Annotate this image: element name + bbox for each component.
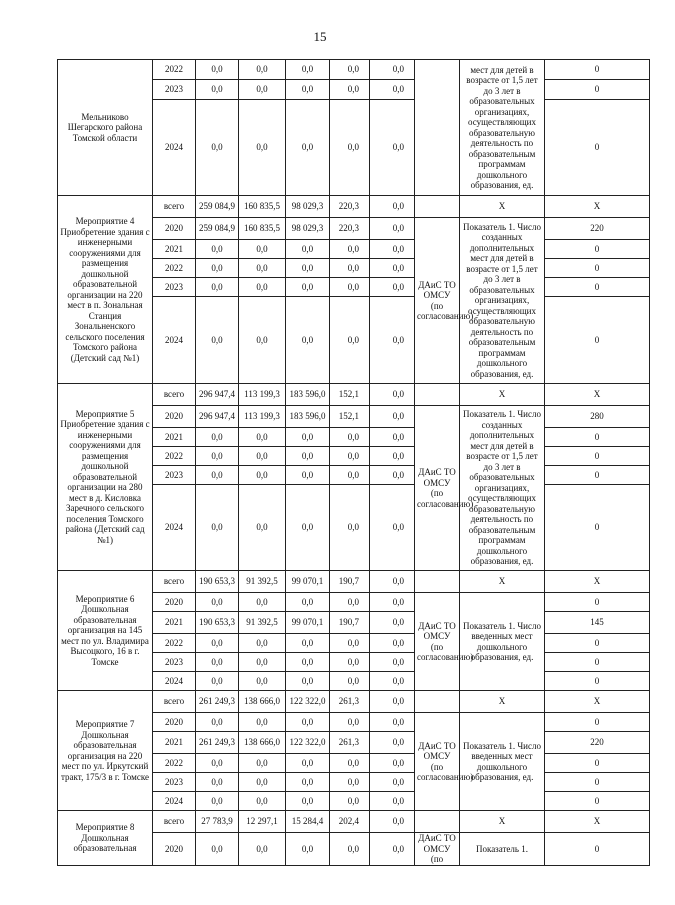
amount-cell: 0,0 — [286, 259, 330, 278]
year-cell: 2020 — [153, 406, 196, 428]
year-cell: 2023 — [153, 653, 196, 672]
measure-name-cell: Мероприятие 6 Дошкольная образовательная организация на 145 мест по ул. Владимира Высоцкого, 16 в г. Томске — [58, 571, 153, 691]
amount-cell: 0,0 — [239, 60, 286, 80]
year-cell: 2021 — [153, 732, 196, 754]
amount-cell: 0,0 — [370, 691, 415, 713]
amount-cell: 0,0 — [370, 447, 415, 466]
amount-cell: 0,0 — [370, 297, 415, 384]
amount-cell: 0,0 — [196, 672, 239, 691]
amount-cell: 0,0 — [196, 297, 239, 384]
amount-cell: 0,0 — [196, 240, 239, 259]
amount-cell: 152,1 — [330, 406, 370, 428]
amount-cell: 0,0 — [196, 653, 239, 672]
year-cell: 2022 — [153, 60, 196, 80]
indicator-value-cell: 0 — [545, 672, 650, 691]
amount-cell: 0,0 — [196, 792, 239, 811]
amount-cell: 0,0 — [370, 713, 415, 732]
amount-cell: 0,0 — [370, 732, 415, 754]
amount-cell: 0,0 — [370, 278, 415, 297]
amount-cell: 160 835,5 — [239, 218, 286, 240]
indicator-value-cell: 0 — [545, 792, 650, 811]
amount-cell: 0,0 — [286, 60, 330, 80]
amount-cell: 0,0 — [239, 428, 286, 447]
table-row — [58, 571, 675, 593]
indicator-value-cell: 0 — [545, 297, 650, 384]
amount-cell: 0,0 — [196, 485, 239, 571]
amount-cell: 0,0 — [370, 240, 415, 259]
indicator-value-cell: 0 — [545, 653, 650, 672]
amount-cell: 138 666,0 — [239, 732, 286, 754]
page-number: 15 — [313, 29, 327, 44]
indicator-value-cell: 0 — [545, 833, 650, 866]
measure-name-cell: Мельниково Шегарского района Томской области — [58, 60, 153, 196]
amount-cell: 190 653,3 — [196, 612, 239, 634]
indicator-value-cell: 280 — [545, 406, 650, 428]
amount-cell: 99 070,1 — [286, 612, 330, 634]
amount-cell: 0,0 — [370, 593, 415, 612]
amount-cell: 0,0 — [286, 466, 330, 485]
indicator-x-cell: Х — [460, 571, 545, 593]
amount-cell: 0,0 — [196, 634, 239, 653]
amount-cell: 0,0 — [370, 485, 415, 571]
amount-cell: 0,0 — [286, 754, 330, 773]
executor-cell: ДАиС ТО ОМСУ (по согласованию) — [415, 406, 460, 571]
amount-cell: 0,0 — [196, 447, 239, 466]
amount-cell: 0,0 — [330, 297, 370, 384]
amount-cell: 0,0 — [196, 278, 239, 297]
amount-cell: 0,0 — [239, 833, 286, 866]
amount-cell: 0,0 — [330, 80, 370, 100]
table-row — [58, 196, 675, 218]
year-cell: 2022 — [153, 259, 196, 278]
indicator-value-cell: 220 — [545, 732, 650, 754]
amount-cell: 0,0 — [330, 428, 370, 447]
indicator-value-cell: 145 — [545, 612, 650, 634]
amount-cell: 0,0 — [239, 773, 286, 792]
amount-cell: 0,0 — [239, 593, 286, 612]
indicator-value-cell: 0 — [545, 100, 650, 196]
amount-cell: 190,7 — [330, 612, 370, 634]
amount-cell: 0,0 — [370, 612, 415, 634]
year-cell: 2024 — [153, 297, 196, 384]
amount-cell: 0,0 — [239, 713, 286, 732]
year-cell: 2021 — [153, 240, 196, 259]
amount-cell: 15 284,4 — [286, 811, 330, 833]
table-row — [58, 384, 675, 406]
amount-cell: 220,3 — [330, 218, 370, 240]
year-cell: 2022 — [153, 634, 196, 653]
amount-cell: 0,0 — [286, 485, 330, 571]
amount-cell: 0,0 — [286, 447, 330, 466]
amount-cell: 91 392,5 — [239, 612, 286, 634]
amount-cell: 0,0 — [330, 833, 370, 866]
empty-executor-cell — [415, 571, 460, 593]
amount-cell: 0,0 — [370, 792, 415, 811]
amount-cell: 0,0 — [239, 792, 286, 811]
indicator-value-cell: 0 — [545, 240, 650, 259]
indicator-value-cell: Х — [545, 384, 650, 406]
amount-cell: 0,0 — [370, 672, 415, 691]
indicator-value-cell: Х — [545, 571, 650, 593]
amount-cell: 0,0 — [196, 713, 239, 732]
amount-cell: 0,0 — [370, 259, 415, 278]
year-cell: 2024 — [153, 100, 196, 196]
amount-cell: 0,0 — [330, 466, 370, 485]
amount-cell: 0,0 — [239, 672, 286, 691]
amount-cell: 0,0 — [370, 218, 415, 240]
amount-cell: 0,0 — [286, 428, 330, 447]
year-cell: 2020 — [153, 833, 196, 866]
amount-cell: 0,0 — [196, 80, 239, 100]
year-cell: 2023 — [153, 773, 196, 792]
amount-cell: 0,0 — [330, 593, 370, 612]
executor-cell: ДАиС ТО ОМСУ (по согласованию) — [415, 218, 460, 384]
amount-cell: 0,0 — [196, 466, 239, 485]
amount-cell: 122 322,0 — [286, 732, 330, 754]
amount-cell: 122 322,0 — [286, 691, 330, 713]
year-cell: 2021 — [153, 428, 196, 447]
indicator-value-cell: Х — [545, 196, 650, 218]
amount-cell: 202,4 — [330, 811, 370, 833]
indicator-x-cell: Х — [460, 811, 545, 833]
amount-cell: 261,3 — [330, 732, 370, 754]
indicator-cell: Показатель 1. — [460, 833, 545, 866]
amount-cell: 0,0 — [330, 60, 370, 80]
amount-cell: 0,0 — [330, 773, 370, 792]
amount-cell: 0,0 — [286, 278, 330, 297]
amount-cell: 296 947,4 — [196, 384, 239, 406]
amount-cell: 183 596,0 — [286, 406, 330, 428]
amount-cell: 0,0 — [370, 773, 415, 792]
amount-cell: 0,0 — [196, 259, 239, 278]
indicator-value-cell: Х — [545, 811, 650, 833]
amount-cell: 0,0 — [239, 100, 286, 196]
indicator-cell: Показатель 1. Число введенных мест дошкольного образования, ед. — [460, 593, 545, 691]
amount-cell: 0,0 — [239, 297, 286, 384]
amount-cell: 0,0 — [286, 593, 330, 612]
amount-cell: 0,0 — [239, 278, 286, 297]
amount-cell: 0,0 — [286, 634, 330, 653]
amount-cell: 0,0 — [239, 653, 286, 672]
year-cell: 2023 — [153, 80, 196, 100]
indicator-value-cell: 0 — [545, 60, 650, 80]
amount-cell: 259 084,9 — [196, 218, 239, 240]
amount-cell: 0,0 — [196, 593, 239, 612]
executor-cell: ДАиС ТО ОМСУ (по — [415, 833, 460, 866]
amount-cell: 0,0 — [286, 653, 330, 672]
amount-cell: 0,0 — [370, 100, 415, 196]
amount-cell: 0,0 — [370, 60, 415, 80]
amount-cell: 0,0 — [286, 792, 330, 811]
indicator-value-cell: Х — [545, 691, 650, 713]
amount-cell: 0,0 — [330, 278, 370, 297]
amount-cell: 0,0 — [330, 713, 370, 732]
amount-cell: 0,0 — [286, 672, 330, 691]
indicator-value-cell: 0 — [545, 259, 650, 278]
amount-cell: 99 070,1 — [286, 571, 330, 593]
amount-cell: 113 199,3 — [239, 406, 286, 428]
total-label-cell: всего — [153, 196, 196, 218]
amount-cell: 261 249,3 — [196, 691, 239, 713]
amount-cell: 0,0 — [370, 406, 415, 428]
indicator-value-cell: 0 — [545, 634, 650, 653]
indicator-cell: Показатель 1. Число введенных мест дошкольного образования, ед. — [460, 713, 545, 811]
year-cell: 2021 — [153, 612, 196, 634]
amount-cell: 0,0 — [239, 80, 286, 100]
amount-cell: 0,0 — [370, 571, 415, 593]
amount-cell: 98 029,3 — [286, 196, 330, 218]
amount-cell: 0,0 — [286, 297, 330, 384]
indicator-x-cell: Х — [460, 196, 545, 218]
indicator-value-cell: 0 — [545, 773, 650, 792]
amount-cell: 0,0 — [330, 240, 370, 259]
amount-cell: 0,0 — [330, 100, 370, 196]
indicator-value-cell: 0 — [545, 593, 650, 612]
amount-cell: 183 596,0 — [286, 384, 330, 406]
indicator-value-cell: 0 — [545, 485, 650, 571]
amount-cell: 259 084,9 — [196, 196, 239, 218]
table-row — [58, 60, 675, 80]
amount-cell: 190 653,3 — [196, 571, 239, 593]
amount-cell: 0,0 — [196, 60, 239, 80]
executor-cell — [415, 60, 460, 196]
indicator-value-cell: 0 — [545, 278, 650, 297]
amount-cell: 0,0 — [239, 447, 286, 466]
amount-cell: 0,0 — [370, 80, 415, 100]
empty-executor-cell — [415, 196, 460, 218]
amount-cell: 0,0 — [330, 754, 370, 773]
amount-cell: 0,0 — [370, 196, 415, 218]
amount-cell: 0,0 — [370, 833, 415, 866]
amount-cell: 98 029,3 — [286, 218, 330, 240]
measure-name-cell: Мероприятие 5 Приобретение здания с инженерными сооружениями для размещения дошкольной образовательной организации на 280 мест в д. Кисловка Заречного сельского поселения Томского района (Детский сад №1) — [58, 384, 153, 571]
year-cell: 2023 — [153, 466, 196, 485]
amount-cell: 0,0 — [330, 259, 370, 278]
indicator-value-cell: 0 — [545, 466, 650, 485]
indicator-x-cell: Х — [460, 384, 545, 406]
empty-executor-cell — [415, 384, 460, 406]
amount-cell: 0,0 — [370, 634, 415, 653]
indicator-value-cell: 0 — [545, 754, 650, 773]
amount-cell: 152,1 — [330, 384, 370, 406]
amount-cell: 0,0 — [196, 100, 239, 196]
year-cell: 2024 — [153, 792, 196, 811]
amount-cell: 190,7 — [330, 571, 370, 593]
total-label-cell: всего — [153, 571, 196, 593]
executor-cell: ДАиС ТО ОМСУ (по согласованию) — [415, 593, 460, 691]
indicator-x-cell: Х — [460, 691, 545, 713]
year-cell: 2024 — [153, 485, 196, 571]
amount-cell: 0,0 — [239, 259, 286, 278]
year-cell: 2020 — [153, 593, 196, 612]
amount-cell: 0,0 — [239, 634, 286, 653]
indicator-value-cell: 0 — [545, 447, 650, 466]
indicator-value-cell: 220 — [545, 218, 650, 240]
amount-cell: 0,0 — [286, 713, 330, 732]
measure-name-cell: Мероприятие 7 Дошкольная образовательная организация на 220 мест по ул. Иркутский тракт, 175/3 в г. Томске — [58, 691, 153, 811]
measure-name-cell: Мероприятие 4 Приобретение здания с инженерными сооружениями для размещения дошкольной образовательной организации на 220 мест в п. Зональная Станция Зональненского сельского поселения Томского района (Детский сад №1) — [58, 196, 153, 384]
year-cell: 2022 — [153, 754, 196, 773]
year-cell: 2024 — [153, 672, 196, 691]
amount-cell: 0,0 — [330, 672, 370, 691]
amount-cell: 0,0 — [370, 466, 415, 485]
table-body — [58, 60, 675, 866]
amount-cell: 0,0 — [370, 428, 415, 447]
amount-cell: 0,0 — [286, 100, 330, 196]
amount-cell: 0,0 — [239, 754, 286, 773]
amount-cell: 0,0 — [286, 80, 330, 100]
amount-cell: 12 297,1 — [239, 811, 286, 833]
amount-cell: 160 835,5 — [239, 196, 286, 218]
amount-cell: 27 783,9 — [196, 811, 239, 833]
amount-cell: 0,0 — [196, 833, 239, 866]
amount-cell: 296 947,4 — [196, 406, 239, 428]
amount-cell: 113 199,3 — [239, 384, 286, 406]
amount-cell: 0,0 — [330, 447, 370, 466]
amount-cell: 220,3 — [330, 196, 370, 218]
amount-cell: 0,0 — [196, 773, 239, 792]
table-row — [58, 691, 675, 713]
year-cell: 2020 — [153, 713, 196, 732]
measure-name-cell: Мероприятие 8 Дошкольная образовательная — [58, 811, 153, 866]
indicator-value-cell: 0 — [545, 428, 650, 447]
empty-executor-cell — [415, 811, 460, 833]
amount-cell: 0,0 — [370, 811, 415, 833]
amount-cell: 0,0 — [330, 485, 370, 571]
amount-cell: 0,0 — [196, 428, 239, 447]
amount-cell: 0,0 — [330, 792, 370, 811]
year-cell: 2022 — [153, 447, 196, 466]
amount-cell: 0,0 — [196, 754, 239, 773]
amount-cell: 0,0 — [370, 754, 415, 773]
amount-cell: 261 249,3 — [196, 732, 239, 754]
indicator-cell: мест для детей в возрасте от 1,5 лет до 3 лет в образовательных организациях, осуществляющих образовательную деятельность по образовательным программам дошкольного образования, ед. — [460, 60, 545, 196]
amount-cell: 0,0 — [286, 773, 330, 792]
indicator-value-cell: 0 — [545, 80, 650, 100]
amount-cell: 0,0 — [370, 384, 415, 406]
indicator-value-cell: 0 — [545, 713, 650, 732]
amount-cell: 0,0 — [286, 833, 330, 866]
table-row — [58, 811, 675, 833]
indicator-cell: Показатель 1. Число созданных дополнительных мест для детей в возрасте от 1,5 лет до 3 лет в образовательных организациях, осуществляющих образовательную деятельность по образовательным программам дошкольного образования, ед. — [460, 406, 545, 571]
executor-cell: ДАиС ТО ОМСУ (по согласованию) — [415, 713, 460, 811]
amount-cell: 261,3 — [330, 691, 370, 713]
year-cell: 2020 — [153, 218, 196, 240]
amount-cell: 0,0 — [330, 653, 370, 672]
amount-cell: 0,0 — [239, 485, 286, 571]
amount-cell: 0,0 — [330, 634, 370, 653]
empty-executor-cell — [415, 691, 460, 713]
amount-cell: 0,0 — [239, 240, 286, 259]
amount-cell: 0,0 — [286, 240, 330, 259]
amount-cell: 91 392,5 — [239, 571, 286, 593]
program-table — [57, 59, 675, 866]
total-label-cell: всего — [153, 691, 196, 713]
amount-cell: 0,0 — [239, 466, 286, 485]
total-label-cell: всего — [153, 811, 196, 833]
indicator-cell: Показатель 1. Число созданных дополнительных мест для детей в возрасте от 1,5 лет до 3 лет в образовательных организациях, осуществляющих образовательную деятельность по образовательным программам дошкольного образования, ед. — [460, 218, 545, 384]
total-label-cell: всего — [153, 384, 196, 406]
amount-cell: 0,0 — [370, 653, 415, 672]
amount-cell: 138 666,0 — [239, 691, 286, 713]
year-cell: 2023 — [153, 278, 196, 297]
